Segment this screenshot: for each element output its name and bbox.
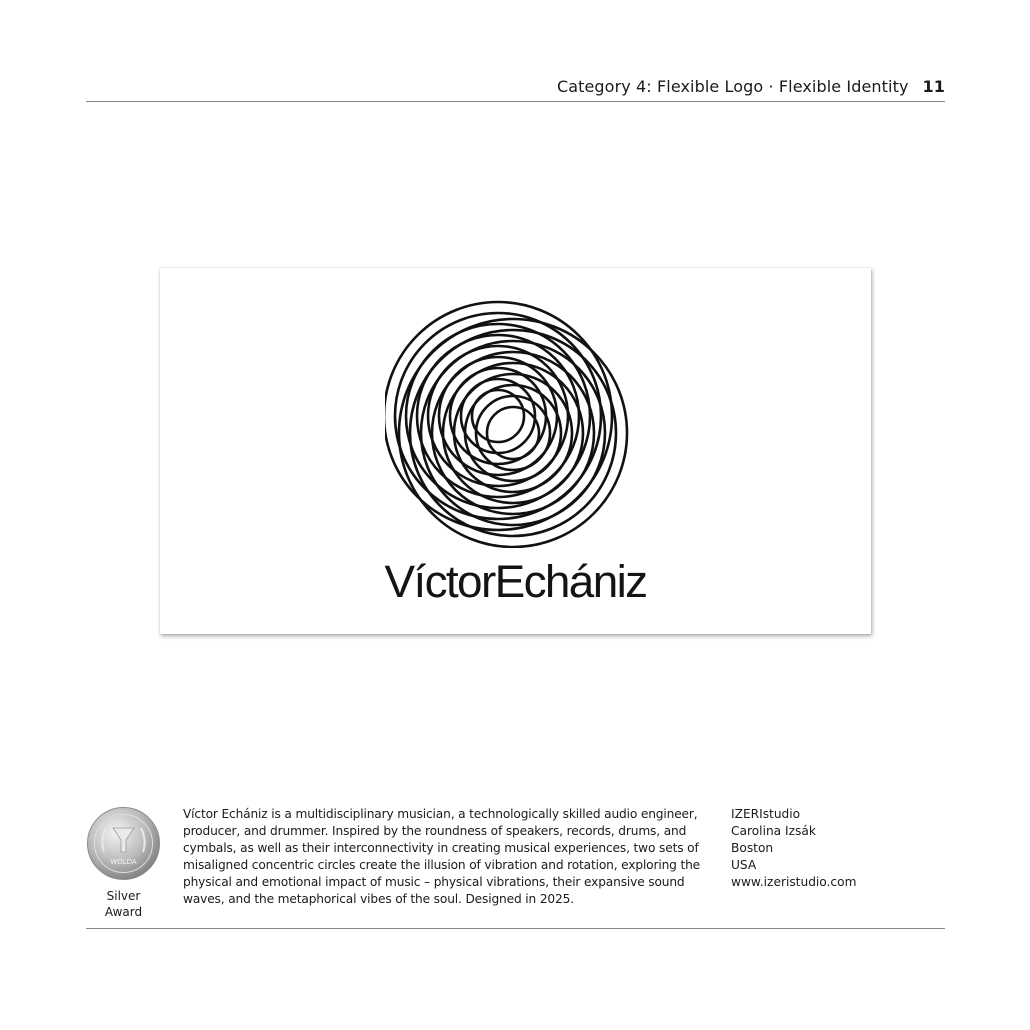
country: USA [731,858,757,872]
award-label [86,888,161,920]
logo-wordmark: VíctorEchániz [384,556,647,607]
medal-text: WOLDA [110,858,137,866]
page-header [86,77,945,99]
footer-divider [86,928,945,929]
page-number: 11 [922,77,945,96]
silver-medal-icon [86,806,161,881]
concentric-circles-icon [385,298,635,548]
award-label-line1: Silver [106,889,141,903]
designer-name: Carolina Izsák [731,824,816,838]
category-title: Category 4: Flexible Logo · Flexible Identity [556,77,909,96]
logo-ring [432,352,594,514]
website-link[interactable]: www.izeristudio.com [731,875,857,889]
project-description: Víctor Echániz is a multidisciplinary musician, a technologically skilled audio engineer, producer, and drummer. Inspired by the roundness of speakers, records, drums, and cymbals, as well as their interconnectivity in creating musical experiences, two sets of misaligned concentric circles create the illusion of vibration and rotation, exploring the physical and emotional impact of music – physical vibrations, their expansive sound waves, and the metaphorical vibes of the soul. Designed in 2025. [183,807,701,906]
award-label-line2: Award [104,905,143,919]
studio-name: IZERIstudio [731,807,801,821]
logo-card [160,268,871,634]
credits [731,806,931,891]
city: Boston [731,841,774,855]
header-divider [86,101,945,102]
